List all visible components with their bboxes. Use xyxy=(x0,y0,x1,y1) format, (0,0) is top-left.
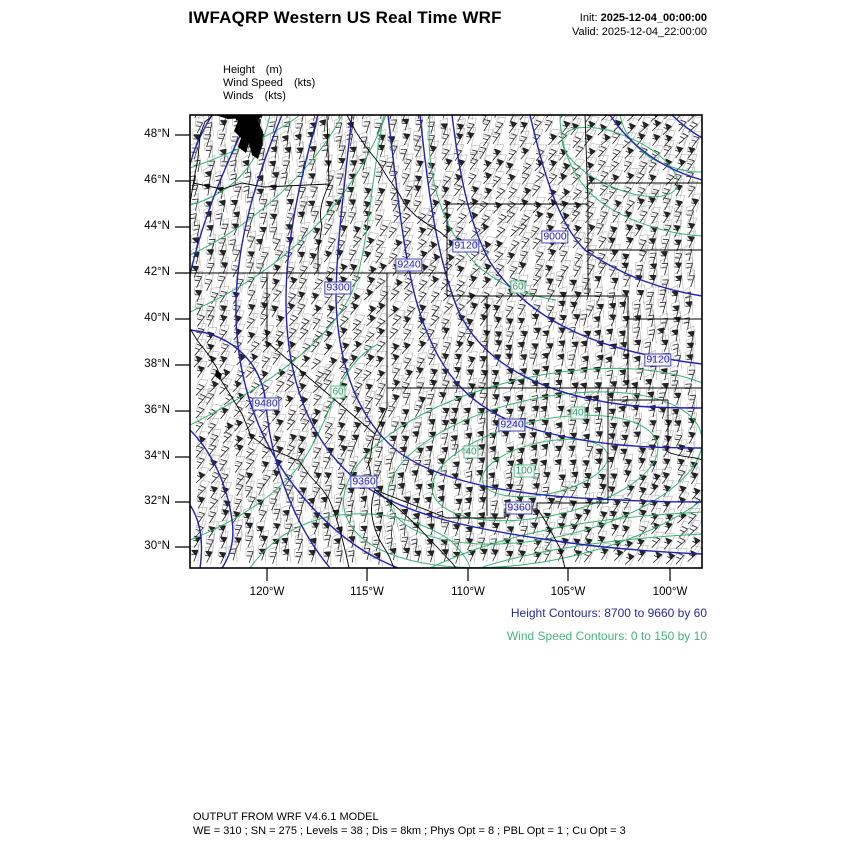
legend-name: Height xyxy=(223,64,255,76)
map-contents xyxy=(180,101,765,601)
wind-speed-contour-label: 60 xyxy=(332,386,344,398)
height-contour-label: 9480 xyxy=(254,397,278,410)
height-contour-label: 9300 xyxy=(326,281,350,294)
wind-speed-contour-label: 40 xyxy=(465,446,477,458)
lon-tick-label: 100°W xyxy=(652,586,688,598)
lat-tick-label: 34°N xyxy=(144,450,170,462)
wind-speed-contour-label: 60 xyxy=(512,281,524,293)
height-contour-label: 9360 xyxy=(352,475,376,488)
height-contour-label: 9240 xyxy=(500,418,524,431)
height-contour-label: 9120 xyxy=(454,239,478,252)
lat-tick-label: 40°N xyxy=(144,312,170,324)
lat-tick-label: 38°N xyxy=(144,358,170,370)
init-value: 2025-12-04_00:00:00 xyxy=(600,12,707,24)
footer-line2: WE = 310 ; SN = 275 ; Levels = 38 ; Dis = 8km ; Phys Opt = 8 ; PBL Opt = 1 ; Cu Opt = 3 xyxy=(193,825,626,837)
lat-tick-label: 36°N xyxy=(144,404,170,416)
lat-tick-label: 46°N xyxy=(144,174,170,186)
lon-tick-label: 110°W xyxy=(451,586,485,598)
init-label: Init: xyxy=(579,12,598,24)
legend-name: Winds xyxy=(223,90,254,102)
height-contour-label: 9120 xyxy=(646,353,670,366)
valid-value: 2025-12-04_22:00:00 xyxy=(601,26,707,38)
height-contour-caption: Height Contours: 8700 to 9660 by 60 xyxy=(510,606,707,620)
wind-speed-contour-label: 40 xyxy=(572,407,584,419)
page-title: IWFAQRP Western US Real Time WRF xyxy=(188,8,502,27)
model-footer xyxy=(193,810,626,838)
height-contour-label: 9240 xyxy=(397,258,421,271)
height-contour-label: 9000 xyxy=(543,230,567,243)
lat-tick-label: 32°N xyxy=(144,495,170,507)
lon-tick-label: 120°W xyxy=(249,586,285,598)
wind-speed-contour-caption: Wind Speed Contours: 0 to 150 by 10 xyxy=(506,629,707,643)
lat-tick-label: 44°N xyxy=(144,220,170,232)
lon-tick-label: 115°W xyxy=(350,586,384,598)
legend-unit: (kts) xyxy=(293,77,316,89)
lat-tick-label: 30°N xyxy=(144,540,170,552)
legend-unit: (m) xyxy=(265,64,283,76)
lon-tick-label: 105°W xyxy=(550,586,586,598)
valid-label: Valid: xyxy=(572,26,599,38)
height-contour-label: 9360 xyxy=(507,501,531,514)
legend-unit: (kts) xyxy=(264,90,286,102)
lat-tick-label: 48°N xyxy=(144,128,170,140)
wind-speed-contour-label: 100 xyxy=(515,465,533,477)
legend-name: Wind Speed xyxy=(223,77,283,89)
footer-line1: OUTPUT FROM WRF V4.6.1 MODEL xyxy=(193,811,379,823)
lat-tick-label: 42°N xyxy=(144,266,170,278)
